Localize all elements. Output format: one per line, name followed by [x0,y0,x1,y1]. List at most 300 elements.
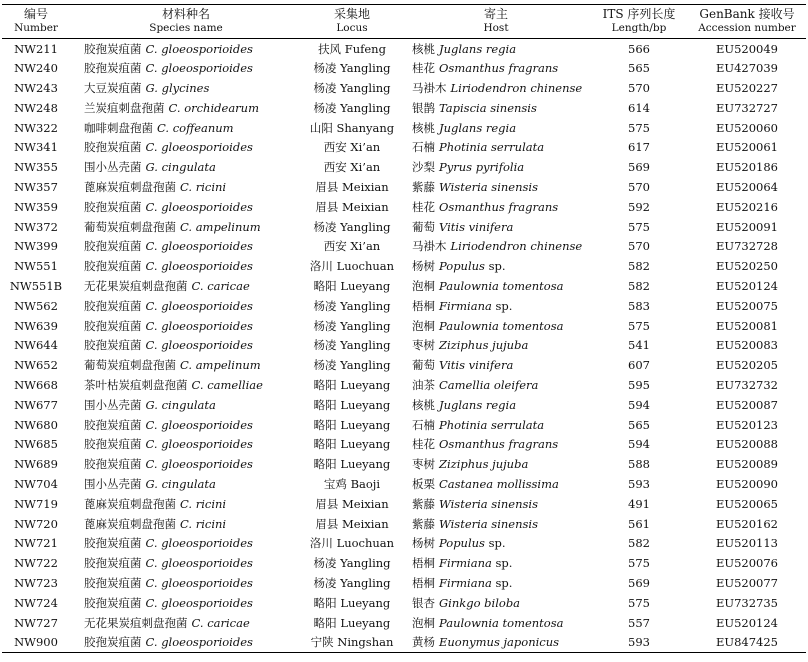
species-latin: C. ricini [180,179,227,194]
table-row [2,593,806,613]
cell-number: NW562 [14,298,58,313]
cell-number: NW900 [14,635,58,650]
table-row [2,197,806,217]
cell-number: NW644 [14,338,58,353]
cell-number: NW723 [14,575,58,590]
cell-locus: 西安 Xi’an [323,160,381,175]
cell-number: NW240 [14,61,58,76]
cell-number: NW668 [14,377,58,392]
species-zh: 胶孢炭疽菌 [84,635,142,650]
host-zh: 桂花 [412,199,435,214]
table-row [2,415,806,435]
cell-species [70,335,302,355]
cell-species [70,375,302,395]
cell-locus: 杨凌 Yangling [313,358,391,373]
host-latin: Osmanthus fragrans [439,437,559,452]
host-latin: Paulownia tomentosa [439,278,564,293]
table-row [2,494,806,514]
header-host [402,5,590,39]
cell-host [402,454,590,474]
species-zh: 无花果炭疽刺盘孢菌 [84,278,188,293]
host-latin: Photinia serrulata [439,417,545,432]
cell-species [70,514,302,534]
cell-number: NW551B [9,278,63,293]
cell-accession: EU520089 [716,457,778,472]
cell-species [70,316,302,336]
table-row [2,434,806,454]
header-length-zh: ITS 序列长度 [602,7,676,21]
cell-accession: EU520250 [716,259,778,274]
species-latin: C. gloeosporioides [145,595,253,610]
cell-locus: 杨凌 Yangling [313,298,391,313]
cell-number: NW341 [14,140,58,155]
cell-locus: 眉县 Meixian [315,179,389,194]
host-zh: 紫藤 [412,179,435,194]
host-latin: Populus [439,259,485,274]
cell-number: NW322 [14,120,58,135]
host-latin: Ziziphus jujuba [439,338,529,353]
host-zh: 枣树 [412,338,435,353]
species-latin: C. gloeosporioides [145,338,253,353]
cell-accession: EU520076 [716,556,778,571]
header-accession-zh: GenBank 接收号 [699,7,795,21]
cell-length: 569 [628,160,650,175]
species-zh: 围小丛壳菌 [84,397,142,412]
species-zh: 胶孢炭疽菌 [84,61,142,76]
cell-length: 565 [628,61,650,76]
host-zh: 核桃 [412,41,435,56]
species-zh: 围小丛壳菌 [84,476,142,491]
cell-length: 592 [628,199,650,214]
cell-host [402,276,590,296]
host-zh: 梧桐 [412,575,435,590]
table-row [2,573,806,593]
header-locus-zh: 采集地 [333,7,370,21]
species-zh: 蓖麻炭疽刺盘孢菌 [84,179,176,194]
species-zh: 胶孢炭疽菌 [84,338,142,353]
host-zh: 枣树 [412,457,435,472]
cell-number: NW721 [14,536,58,551]
cell-locus: 宝鸡 Baoji [323,476,381,491]
host-sp-suffix: sp. [495,556,513,571]
host-zh: 桂花 [412,61,435,76]
cell-locus: 眉县 Meixian [315,199,389,214]
cell-number: NW722 [14,556,58,571]
cell-species [70,434,302,454]
cell-length: 617 [628,140,650,155]
cell-locus: 扶风 Fufeng [318,41,386,56]
cell-species [70,256,302,276]
host-latin: Ginkgo biloba [439,595,521,610]
cell-length: 594 [628,437,650,452]
species-zh: 胶孢炭疽菌 [84,239,142,254]
cell-host [402,613,590,633]
cell-host [402,98,590,118]
host-sp-suffix: sp. [495,575,513,590]
species-latin: C. orchidearum [168,100,259,115]
host-zh: 板栗 [412,476,435,491]
host-zh: 桂花 [412,437,435,452]
table-row [2,58,806,78]
table-row [2,236,806,256]
species-latin: G. cingulata [145,397,216,412]
cell-host [402,553,590,573]
cell-locus: 山阳 Shanyang [309,120,395,135]
cell-length: 570 [628,239,650,254]
host-zh: 石楠 [412,417,435,432]
cell-locus: 略阳 Lueyang [313,377,391,392]
host-zh: 紫藤 [412,496,435,511]
table-row [2,296,806,316]
host-zh: 银鹊 [412,100,435,115]
cell-species [70,118,302,138]
host-latin: Photinia serrulata [439,140,545,155]
cell-locus: 洛川 Luochuan [309,259,395,274]
species-latin: G. glycines [145,80,210,95]
cell-number: NW677 [14,397,58,412]
cell-number: NW372 [14,219,58,234]
table-row [2,217,806,237]
cell-species [70,415,302,435]
header-species-zh: 材料种名 [161,7,210,21]
species-zh: 胶孢炭疽菌 [84,556,142,571]
cell-number: NW720 [14,516,58,531]
cell-accession: EU520113 [716,536,778,551]
cell-number: NW243 [14,80,58,95]
species-latin: C. gloeosporioides [145,61,253,76]
species-latin: C. gloeosporioides [145,437,253,452]
cell-host [402,395,590,415]
cell-length: 593 [628,635,650,650]
cell-host [402,593,590,613]
header-locus-en: Locus [336,22,368,34]
host-zh: 泡桐 [412,318,435,333]
cell-number: NW551 [14,259,58,274]
cell-length: 557 [628,615,650,630]
species-zh: 围小丛壳菌 [84,160,142,175]
species-zh: 胶孢炭疽菌 [84,41,142,56]
header-accession-en: Accession number [698,22,796,34]
cell-accession: EU520216 [716,199,778,214]
cell-species [70,474,302,494]
host-latin: Firmiana [439,298,492,313]
cell-length: 575 [628,120,650,135]
species-zh: 胶孢炭疽菌 [84,417,142,432]
cell-length: 566 [628,41,650,56]
species-zh: 胶孢炭疽菌 [84,259,142,274]
species-latin: C. gloeosporioides [145,259,253,274]
host-zh: 泡桐 [412,615,435,630]
host-latin: Firmiana [439,575,492,590]
species-latin: C. gloeosporioides [145,457,253,472]
cell-locus: 西安 Xi’an [323,140,381,155]
cell-host [402,58,590,78]
cell-locus: 略阳 Lueyang [313,397,391,412]
table-row [2,454,806,474]
cell-host [402,78,590,98]
cell-species [70,533,302,553]
host-latin: Wisteria sinensis [439,179,538,194]
cell-locus: 眉县 Meixian [315,496,389,511]
table-row [2,118,806,138]
cell-host [402,415,590,435]
table-body [2,39,806,653]
header-number-zh: 编号 [23,7,48,21]
table-header [2,5,806,39]
table-row [2,395,806,415]
cell-length: 575 [628,556,650,571]
host-latin: Euonymus japonicus [439,635,560,650]
table-row [2,39,806,59]
species-zh: 茶叶枯炭疽刺盘孢菌 [84,377,188,392]
cell-locus: 杨凌 Yangling [313,100,391,115]
species-latin: C. coffeanum [157,120,234,135]
cell-species [70,157,302,177]
cell-length: 583 [628,298,650,313]
cell-accession: EU520162 [716,516,778,531]
cell-accession: EU732732 [716,377,778,392]
cell-species [70,395,302,415]
header-number-en: Number [14,22,58,34]
species-latin: C. camelliae [191,377,263,392]
cell-length: 582 [628,278,650,293]
host-latin: Tapiscia sinensis [439,100,537,115]
cell-species [70,236,302,256]
header-length [590,5,688,39]
cell-species [70,58,302,78]
cell-number: NW704 [14,476,58,491]
species-zh: 胶孢炭疽菌 [84,595,142,610]
cell-number: NW680 [14,417,58,432]
cell-species [70,454,302,474]
table-row [2,474,806,494]
species-zh: 蓖麻炭疽刺盘孢菌 [84,516,176,531]
host-zh: 黄杨 [412,635,435,650]
cell-locus: 洛川 Luochuan [309,536,395,551]
cell-number: NW724 [14,595,58,610]
cell-locus: 略阳 Lueyang [313,595,391,610]
cell-species [70,276,302,296]
header-host-en: Host [483,22,509,34]
cell-species [70,39,302,59]
cell-accession: EU520090 [716,476,778,491]
species-zh: 胶孢炭疽菌 [84,140,142,155]
cell-host [402,474,590,494]
cell-length: 582 [628,536,650,551]
species-latin: C. gloeosporioides [145,140,253,155]
host-latin: Castanea mollissima [439,476,559,491]
host-latin: Juglans regia [439,397,517,412]
cell-locus: 杨凌 Yangling [313,318,391,333]
cell-species [70,553,302,573]
host-latin: Ziziphus jujuba [439,457,529,472]
host-latin: Juglans regia [439,120,517,135]
host-latin: Juglans regia [439,41,517,56]
cell-host [402,197,590,217]
cell-length: 569 [628,575,650,590]
cell-accession: EU427039 [716,61,778,76]
cell-accession: EU520081 [716,318,778,333]
species-zh: 蓖麻炭疽刺盘孢菌 [84,496,176,511]
cell-number: NW689 [14,457,58,472]
species-zh: 胶孢炭疽菌 [84,457,142,472]
cell-accession: EU520061 [716,140,778,155]
host-latin: Paulownia tomentosa [439,318,564,333]
cell-host [402,573,590,593]
table-row [2,137,806,157]
cell-accession: EU520060 [716,120,778,135]
host-latin: Osmanthus fragrans [439,199,559,214]
cell-accession: EU520205 [716,358,778,373]
species-latin: C. ampelinum [180,219,261,234]
cell-number: NW211 [14,41,58,56]
table-row [2,177,806,197]
cell-length: 570 [628,80,650,95]
cell-number: NW355 [14,160,58,175]
species-latin: C. ricini [180,496,227,511]
cell-species [70,613,302,633]
cell-accession: EU520077 [716,575,778,590]
host-sp-suffix: sp. [495,298,513,313]
cell-locus: 杨凌 Yangling [313,61,391,76]
header-length-en: Length/bp [611,22,667,34]
cell-accession: EU520124 [716,278,778,293]
host-latin: Liriodendron chinense [450,239,583,254]
cell-number: NW652 [14,358,58,373]
host-zh: 石楠 [412,140,435,155]
cell-host [402,137,590,157]
cell-accession: EU732735 [716,595,778,610]
cell-host [402,514,590,534]
host-latin: Camellia oleifera [439,377,539,392]
cell-length: 582 [628,259,650,274]
cell-locus: 杨凌 Yangling [313,219,391,234]
cell-accession: EU732728 [716,239,778,254]
host-zh: 梧桐 [412,556,435,571]
header-accession [688,5,806,39]
cell-locus: 略阳 Lueyang [313,457,391,472]
host-zh: 杨树 [412,536,435,551]
host-zh: 马褂木 [412,239,447,254]
cell-species [70,593,302,613]
host-latin: Firmiana [439,556,492,571]
species-latin: C. gloeosporioides [145,298,253,313]
cell-species [70,137,302,157]
cell-length: 575 [628,595,650,610]
species-latin: C. gloeosporioides [145,199,253,214]
host-zh: 核桃 [412,120,435,135]
cell-host [402,533,590,553]
species-zh: 咖啡刺盘孢菌 [84,120,153,135]
cell-species [70,217,302,237]
species-latin: C. gloeosporioides [145,635,253,650]
cell-number: NW639 [14,318,58,333]
cell-accession: EU520065 [716,496,778,511]
host-zh: 梧桐 [412,298,435,313]
table-row [2,316,806,336]
species-latin: C. gloeosporioides [145,556,253,571]
host-zh: 紫藤 [412,516,435,531]
header-row [2,5,806,39]
cell-accession: EU732727 [716,100,778,115]
cell-number: NW359 [14,199,58,214]
host-zh: 沙梨 [412,160,435,175]
cell-host [402,375,590,395]
species-latin: C. ampelinum [180,358,261,373]
cell-host [402,236,590,256]
cell-host [402,296,590,316]
cell-species [70,98,302,118]
species-latin: C. gloeosporioides [145,536,253,551]
cell-number: NW685 [14,437,58,452]
cell-host [402,217,590,237]
species-zh: 大豆炭疽菌 [84,80,142,95]
cell-length: 594 [628,397,650,412]
cell-host [402,118,590,138]
host-latin: Wisteria sinensis [439,516,538,531]
cell-length: 593 [628,476,650,491]
cell-locus: 杨凌 Yangling [313,556,391,571]
cell-locus: 略阳 Lueyang [313,437,391,452]
cell-accession: EU520124 [716,615,778,630]
header-species [70,5,302,39]
cell-locus: 眉县 Meixian [315,516,389,531]
cell-species [70,632,302,652]
cell-host [402,256,590,276]
cell-length: 561 [628,516,650,531]
species-zh: 胶孢炭疽菌 [84,575,142,590]
cell-species [70,494,302,514]
cell-accession: EU520075 [716,298,778,313]
host-zh: 马褂木 [412,80,447,95]
species-latin: C. gloeosporioides [145,239,253,254]
cell-locus: 西安 Xi’an [323,239,381,254]
cell-number: NW248 [14,100,58,115]
host-zh: 泡桐 [412,278,435,293]
cell-number: NW399 [14,239,58,254]
table-row [2,256,806,276]
table-row [2,335,806,355]
host-zh: 银杏 [412,595,435,610]
species-latin: C. ricini [180,516,227,531]
cell-host [402,494,590,514]
cell-locus: 杨凌 Yangling [313,338,391,353]
cell-number: NW357 [14,179,58,194]
cell-species [70,296,302,316]
species-zh: 胶孢炭疽菌 [84,536,142,551]
host-latin: Populus [439,536,485,551]
cell-accession: EU520227 [716,80,778,95]
table-row [2,533,806,553]
cell-length: 614 [628,100,650,115]
host-latin: Vitis vinifera [439,219,514,234]
cell-host [402,355,590,375]
header-species-en: Species name [149,22,223,34]
species-latin: C. caricae [191,278,250,293]
cell-accession: EU520186 [716,160,778,175]
species-latin: C. gloeosporioides [145,318,253,333]
species-zh: 无花果炭疽刺盘孢菌 [84,615,188,630]
cell-species [70,355,302,375]
cell-length: 570 [628,179,650,194]
species-zh: 胶孢炭疽菌 [84,199,142,214]
species-latin: C. caricae [191,615,250,630]
cell-accession: EU847425 [716,635,778,650]
cell-species [70,197,302,217]
host-latin: Liriodendron chinense [450,80,583,95]
cell-length: 607 [628,358,650,373]
cell-host [402,39,590,59]
